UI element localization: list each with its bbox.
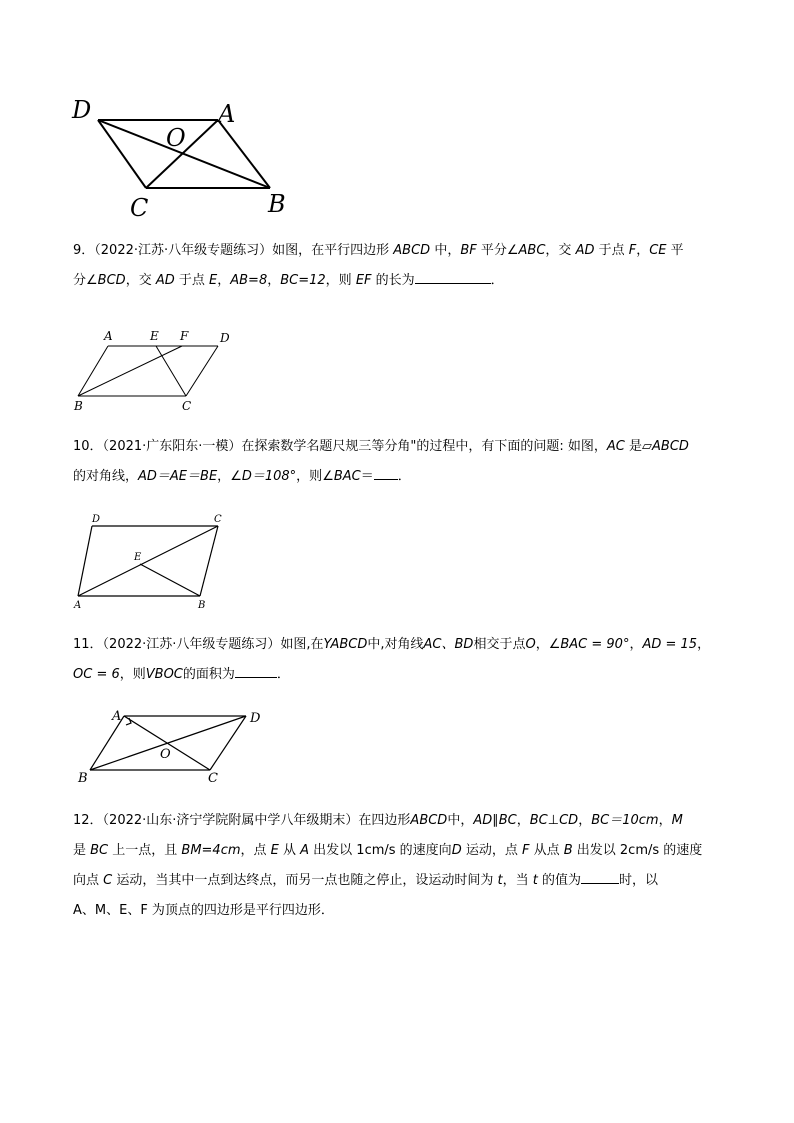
label-d: D [72,96,92,124]
text: 分 [73,273,87,288]
math: ∠BAC [322,469,361,484]
text: 于点 [174,273,209,288]
text: 中， [447,813,474,828]
math: ∠BAC = 90° [548,637,630,652]
label-c: C [214,514,222,525]
question-source: （2022·江苏·八年级专题练习） [102,637,281,652]
math: BC=12 [280,273,326,288]
math: ABCD [393,243,431,258]
math: E [209,273,218,288]
text: 的长为 [371,273,415,288]
text: 是 [73,843,91,858]
question-11 [73,630,733,690]
text: 中,对角线 [367,637,424,652]
text: ， [658,813,672,828]
math: ABCD [652,439,689,454]
text: 的对角线， [73,469,139,484]
text: 中， [430,243,461,258]
question-source: （2022·山东·济宁学院附属中学八年级期末） [102,813,359,828]
text: 出发以 2cm/s 的速度 [572,843,703,858]
text: ，则 [296,469,323,484]
text: ，交 [125,273,156,288]
answer-blank[interactable] [581,869,619,884]
text: ，交 [545,243,576,258]
math: E [270,843,279,858]
text: ， [636,243,650,258]
text: 是▱ [624,439,653,454]
question-number: 10． [73,439,103,454]
figure-q11 [72,704,272,788]
label-b: B [268,190,286,218]
label-o: O [166,124,186,152]
math: OC = 6 [73,667,120,682]
figure-q10 [70,510,240,614]
math: AC [606,439,625,454]
label-b: B [74,399,83,413]
text: 的面积为 [182,667,235,682]
text: 从点 [529,843,564,858]
label-e: E [134,552,142,563]
label-a: A [112,709,122,724]
text: 在探索数学名题尺规三等分角"的过程中，有下面的问题: 如图， [241,439,607,454]
text: ． [397,469,411,484]
text: A、M、E、F 为顶点的四边形是平行四边形． [73,903,334,918]
math: B [563,843,573,858]
math: EF [355,273,372,288]
math: O [525,637,536,652]
label-a: A [218,100,236,128]
text: 上一点，且 [108,843,182,858]
math: ∠ABC [506,243,546,258]
text: ， [217,469,231,484]
text: 于点 [594,243,629,258]
text: 平分 [476,243,507,258]
answer-blank[interactable] [415,269,491,284]
question-source: （2021·广东阳东·一模） [102,439,242,454]
text: 运动，点 [461,843,522,858]
text: ，点 [240,843,271,858]
math: VBOC [145,667,183,682]
question-9 [73,236,733,296]
math: BC [90,843,109,858]
label-b: B [198,600,206,611]
math: AB=8 [230,273,268,288]
math: t [532,873,538,888]
text: ， [629,637,643,652]
text: 运动，当其中一点到达终点，而另一点也随之停止，设运动时间为 [112,873,498,888]
math: BC＝10cm [591,813,659,828]
text: 如图，在平行四边形 [272,243,394,258]
math: CE [649,243,667,258]
text: 平 [666,243,684,258]
label-d: D [92,514,101,525]
answer-blank[interactable] [235,663,277,678]
math: M [671,813,683,828]
math: AD＝AE＝BE [138,469,218,484]
text: 在四边形 [358,813,411,828]
label-c: C [208,771,218,786]
label-a: A [74,600,82,611]
label-a: A [104,329,113,343]
label-c: C [182,399,192,413]
math: t [497,873,503,888]
text: ， [516,813,530,828]
text: 从 [278,843,301,858]
text: 如图,在 [280,637,324,652]
math: F [628,243,637,258]
question-12 [73,806,733,926]
text: 时，以 [618,873,658,888]
text: ，则 [119,667,146,682]
label-c: C [130,194,149,222]
text: ＝ [360,469,374,484]
label-e: E [150,329,159,343]
math: BM=4cm [181,843,241,858]
math: AD∥BC [473,813,517,828]
text: 出发以 1cm/s 的速度向 [309,843,452,858]
text: ， [578,813,592,828]
text: 相交于点 [473,637,526,652]
question-number: 12． [73,813,103,828]
text: ， [217,273,231,288]
math: AD [155,273,175,288]
text: ， [535,637,549,652]
math: YABCD [323,637,368,652]
question-number: 11． [73,637,103,652]
math: BF [460,243,477,258]
math: ∠BCD [86,273,126,288]
math: AC、BD [423,637,474,652]
math: D [451,843,462,858]
question-source: （2022·江苏·八年级专题练习） [94,243,273,258]
label-d: D [220,331,230,345]
text: ． [276,667,290,682]
figure-q9 [70,326,240,416]
text: 的值为 [537,873,581,888]
math: A [300,843,310,858]
figure-parallelogram-dabc [68,92,298,222]
text: ，当 [502,873,533,888]
math: ABCD [410,813,448,828]
math: F [521,843,530,858]
label-o: O [160,747,171,762]
question-number: 9． [73,243,95,258]
text: ， [697,637,711,652]
label-b: B [78,771,88,786]
text: ， [267,273,281,288]
label-f: F [180,329,189,343]
math: BC⊥CD [529,813,579,828]
math: C [103,873,113,888]
label-d: D [250,711,261,726]
question-10 [73,432,733,492]
text: 向点 [73,873,104,888]
math: AD = 15 [642,637,698,652]
math: AD [575,243,595,258]
answer-blank[interactable] [374,465,398,480]
text: ，则 [325,273,356,288]
math: ∠D＝108° [230,469,297,484]
text: ． [490,273,504,288]
